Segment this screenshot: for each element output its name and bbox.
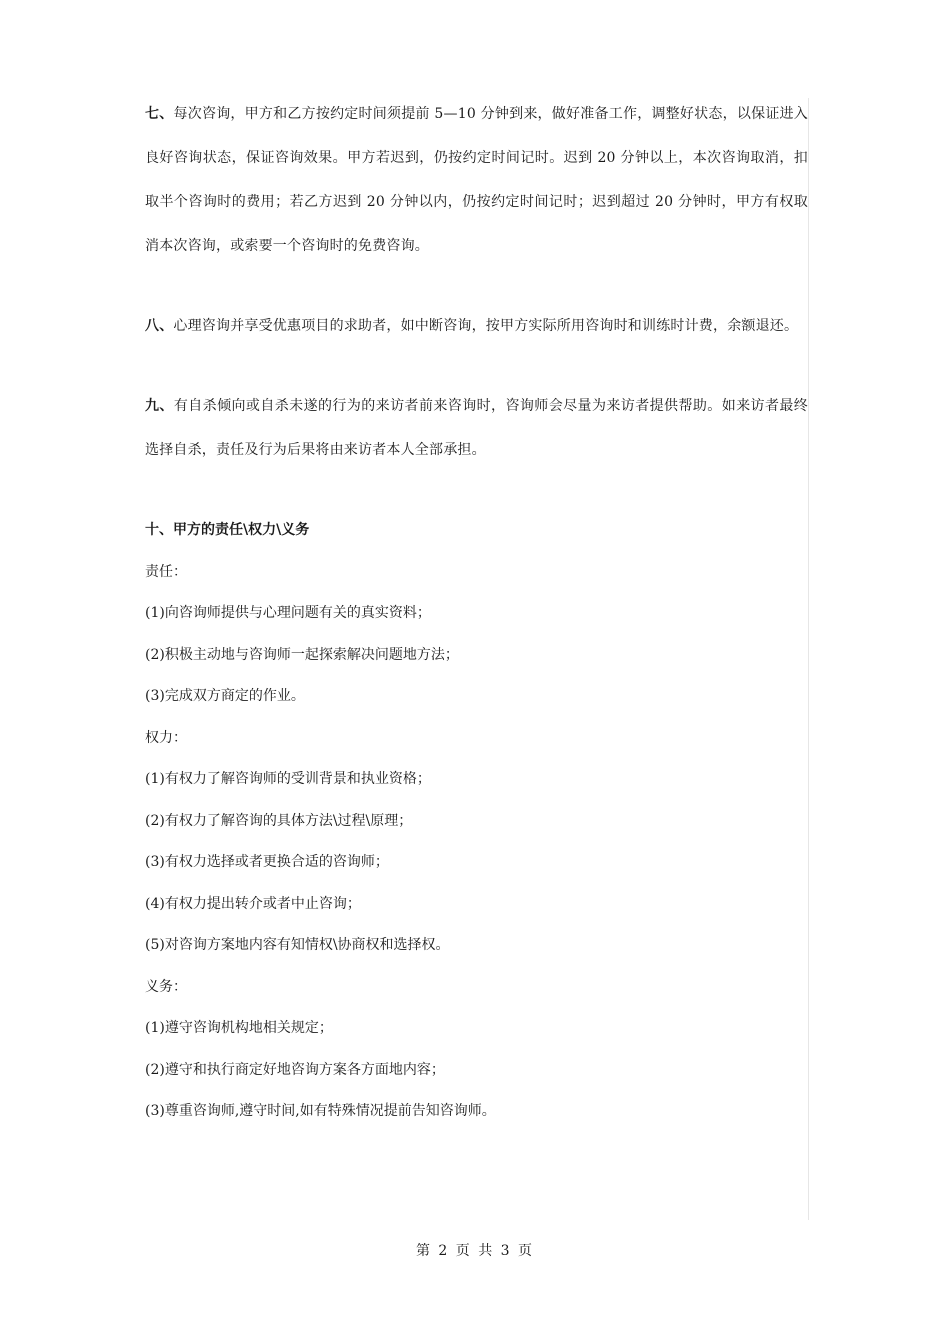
duties-item: (1)遵守咨询机构地相关规定； [145, 1020, 333, 1036]
responsibilities-label: 责任： [145, 563, 187, 580]
clause-7 [145, 92, 808, 268]
rights-item: (5)对咨询方案地内容有知情权\协商权和选择权。 [145, 937, 450, 953]
duties-item: (3)尊重咨询师,遵守时间,如有特殊情况提前告知咨询师。 [145, 1103, 496, 1119]
spacer [145, 348, 808, 384]
spacer [145, 268, 808, 304]
responsibility-item: (3)完成双方商定的作业。 [145, 688, 305, 704]
clause-7-text: 每次咨询，甲方和乙方按约定时间须提前 5—10 分钟到来，做好准备工作，调整好状态，以保证进入良好咨询状态，保证咨询效果。甲方若迟到，仍按约定时间记时。迟到 20 分钟以上，本次咨询取消，扣取半个咨询时的费用；若乙方迟到 20 分钟以内，仍按约定时间记时；迟到超过 20 分钟时，甲方有权取消本次咨询，或索要一个咨询时的免费咨询。 [145, 106, 808, 254]
duties-label: 义务： [145, 978, 187, 995]
page-footer [0, 1240, 950, 1260]
document-body [145, 92, 808, 1133]
page-edge-rule [808, 98, 809, 1220]
clause-8-text: 心理咨询并享受优惠项目的求助者，如中断咨询，按甲方实际所用咨询时和训练时计费，余额退还。 [173, 318, 799, 334]
clause-9-number: 九、 [145, 398, 174, 414]
spacer [145, 472, 808, 510]
rights-item: (1)有权力了解咨询师的受训背景和执业资格； [145, 771, 431, 787]
duties-item: (2)遵守和执行商定好地咨询方案各方面地内容； [145, 1061, 445, 1078]
rights-item: (3)有权力选择或者更换合适的咨询师； [145, 854, 389, 870]
clause-8 [145, 304, 808, 348]
page-indicator: 第 2 页 共 3 页 [415, 1243, 535, 1259]
responsibility-item: (2)积极主动地与咨询师一起探索解决问题地方法； [145, 646, 459, 663]
section-ten-heading: 十、甲方的责任\权力\义务 [145, 522, 310, 538]
clause-9 [145, 384, 808, 472]
responsibility-item: (1)向咨询师提供与心理问题有关的真实资料； [145, 605, 431, 621]
clause-7-number: 七、 [145, 106, 174, 122]
clause-8-number: 八、 [145, 318, 174, 334]
rights-item: (2)有权力了解咨询的具体方法\过程\原理； [145, 812, 413, 829]
rights-item: (4)有权力提出转介或者中止咨询； [145, 895, 361, 912]
clause-9-text: 有自杀倾向或自杀未遂的行为的来访者前来咨询时，咨询师会尽量为来访者提供帮助。如来访者最终选择自杀，责任及行为后果将由来访者本人全部承担。 [145, 398, 808, 458]
rights-label: 权力： [145, 729, 187, 746]
